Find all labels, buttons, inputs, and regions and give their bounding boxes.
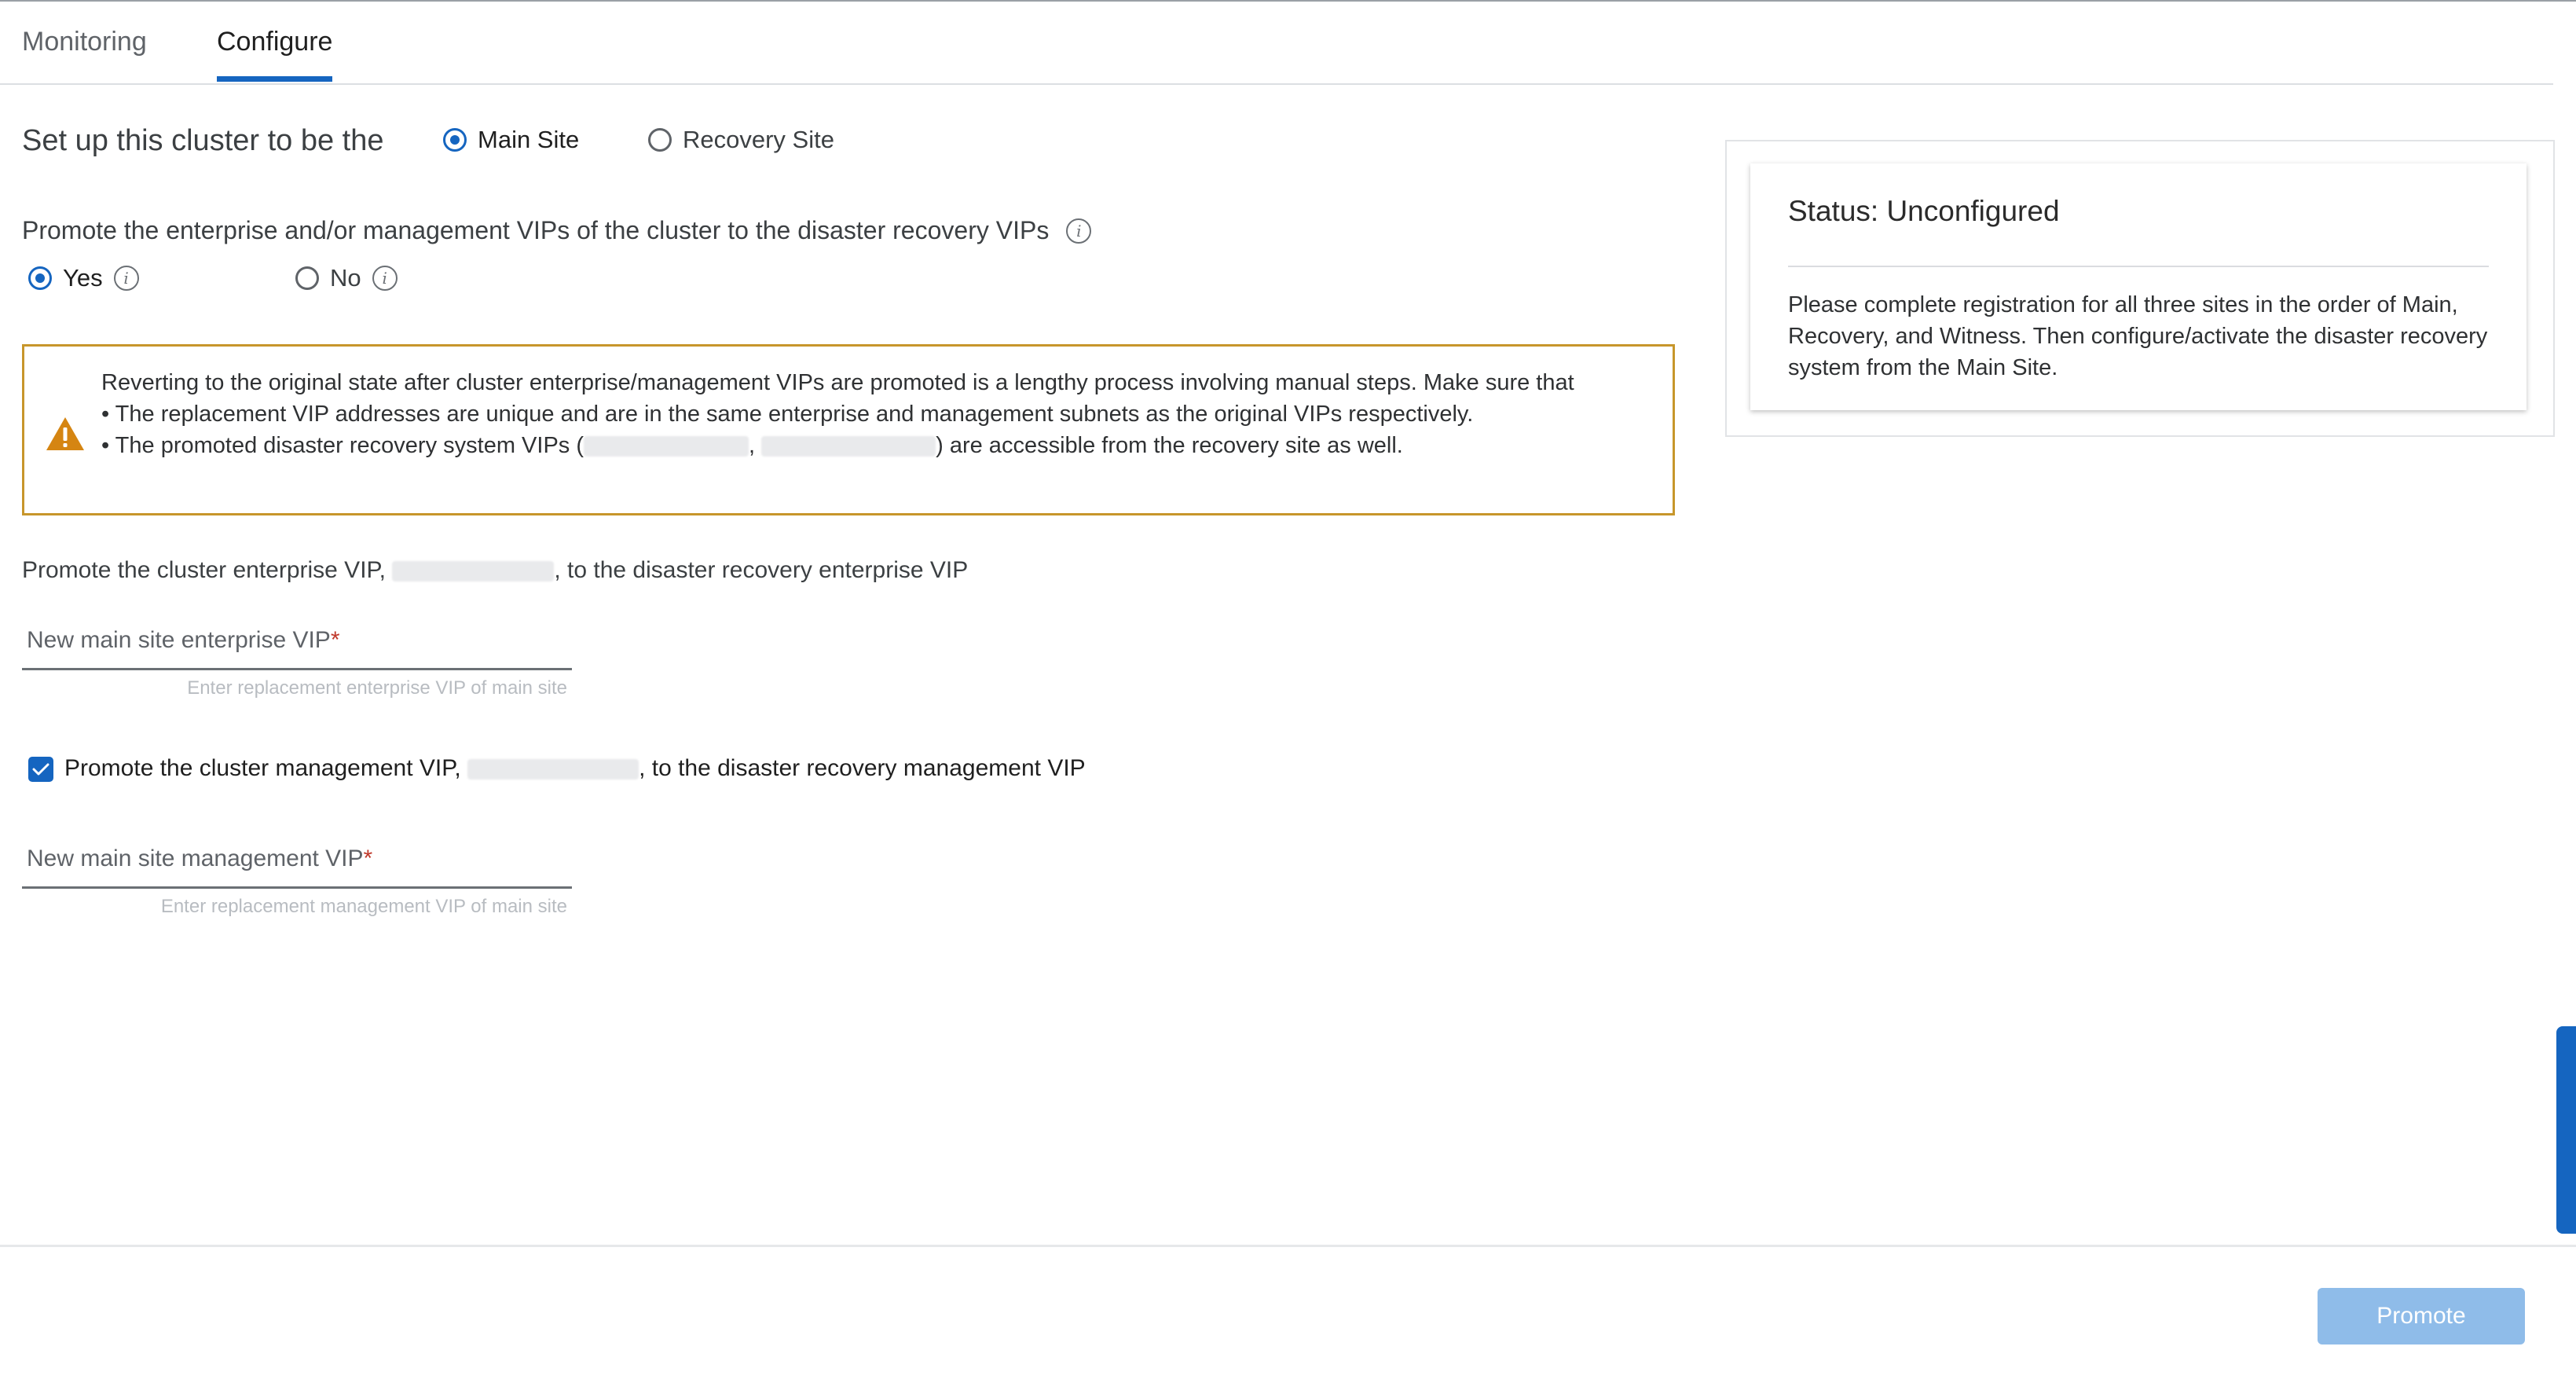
status-card	[1750, 163, 2527, 410]
info-icon[interactable]: i	[372, 266, 398, 291]
status-message: Please complete registration for all three sites in the order of Main, Recovery, and Witness. Then configure/activate the disaster recovery system from the Main Site.	[1788, 292, 2488, 380]
radio-unchecked-icon	[648, 128, 672, 152]
management-vip-field[interactable]	[22, 839, 572, 889]
management-vip-text	[64, 755, 1086, 782]
radio-checked-icon	[443, 128, 467, 152]
footer-bar	[0, 1245, 2576, 1383]
promote-question	[22, 216, 1091, 245]
checkmark-icon	[32, 762, 49, 776]
management-vip-label-text: New main site management VIP	[27, 846, 364, 871]
required-mark: *	[330, 627, 340, 653]
warning-icon	[45, 416, 86, 452]
recovery-site-radio[interactable]	[648, 126, 834, 154]
radio-unchecked-icon	[295, 266, 319, 290]
enterprise-vip-hint: Enter replacement enterprise VIP of main site	[187, 677, 567, 699]
redacted-vip	[392, 561, 554, 581]
warning-bullet: • The replacement VIP addresses are unique and are in the same enterprise and management subnets as the original VIPs respectively.	[101, 402, 1474, 427]
warning-line: Reverting to the original state after cluster enterprise/management VIPs are promoted is a lengthy process involving manual steps. Make sure that	[101, 370, 1574, 395]
enterprise-vip-field[interactable]	[22, 621, 572, 670]
enterprise-text-suffix: , to the disaster recovery enterprise VIP	[554, 557, 969, 583]
main-site-label: Main Site	[478, 126, 580, 153]
enterprise-vip-input[interactable]	[27, 630, 564, 663]
tab-configure[interactable]: Configure	[217, 27, 332, 82]
info-icon[interactable]: i	[114, 266, 139, 291]
management-vip-hint: Enter replacement management VIP of main site	[160, 896, 567, 917]
main-site-radio[interactable]	[443, 126, 579, 154]
promote-yes-radio[interactable]	[28, 264, 139, 292]
management-text-prefix: Promote the cluster management VIP,	[64, 755, 461, 781]
management-vip-checkbox[interactable]	[28, 757, 53, 782]
warning-bullet-prefix: • The promoted disaster recovery system VIPs (	[101, 433, 584, 458]
redacted-vip	[467, 759, 639, 780]
info-icon[interactable]: i	[1066, 218, 1091, 244]
recovery-site-label: Recovery Site	[683, 126, 834, 153]
promote-no-label: No	[330, 264, 361, 292]
warning-bullet	[101, 430, 1657, 461]
promote-question-label: Promote the enterprise and/or management VIPs of the cluster to the disaster recovery VIPs	[22, 216, 1050, 244]
warning-bullet-separator: ,	[749, 433, 756, 458]
required-mark: *	[363, 846, 373, 871]
enterprise-vip-label-text: New main site enterprise VIP	[27, 627, 331, 653]
tab-bar	[0, 0, 2553, 85]
promote-yes-label: Yes	[63, 264, 103, 292]
side-panel-handle[interactable]	[2556, 1026, 2576, 1234]
management-vip-input[interactable]	[27, 849, 564, 882]
status-title: Status: Unconfigured	[1788, 195, 2060, 227]
warning-text	[101, 367, 1657, 461]
promote-no-radio[interactable]	[295, 264, 398, 292]
management-text-suffix: , to the disaster recovery management VIP	[639, 755, 1086, 781]
radio-checked-icon	[28, 266, 52, 290]
redacted-vip	[761, 436, 936, 457]
warning-box	[22, 344, 1675, 515]
enterprise-vip-text	[22, 557, 968, 584]
warning-bullet-suffix: ) are accessible from the recovery site as well.	[936, 433, 1403, 458]
enterprise-text-prefix: Promote the cluster enterprise VIP,	[22, 557, 387, 583]
redacted-vip	[584, 436, 749, 457]
promote-button[interactable]: Promote	[2318, 1288, 2525, 1344]
site-setup-label: Set up this cluster to be the	[22, 124, 384, 157]
tab-monitoring[interactable]: Monitoring	[22, 27, 147, 57]
status-divider	[1788, 266, 2489, 267]
